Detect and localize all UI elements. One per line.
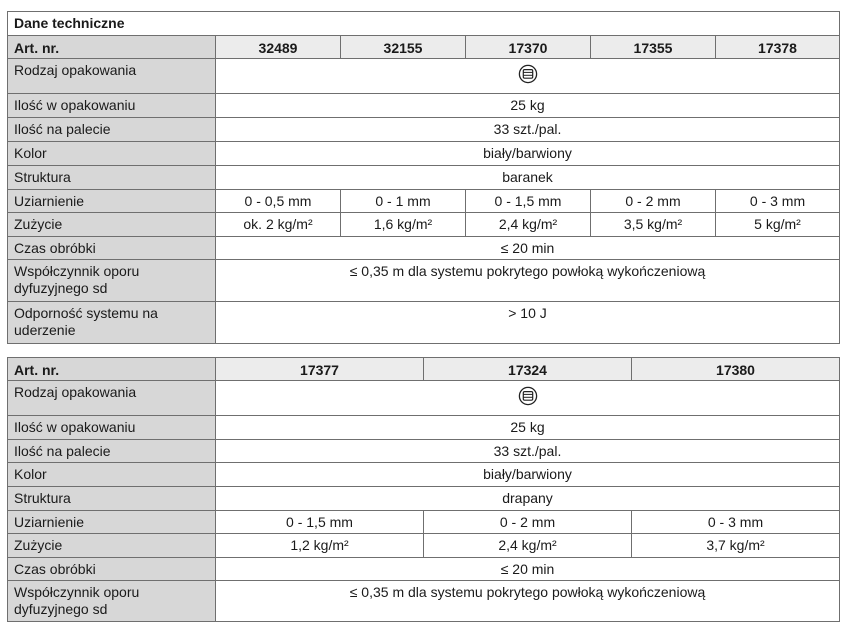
processing-time-value: ≤ 20 min	[216, 237, 840, 260]
qty-package-value: 25 kg	[216, 94, 840, 118]
qty-package-value: 25 kg	[216, 416, 840, 440]
qty-pallet-value: 33 szt./pal.	[216, 118, 840, 142]
row-label-qty-package: Ilość w opakowaniu	[8, 94, 216, 118]
consumption-value: 3,5 kg/m²	[591, 213, 716, 237]
art-nr-column: 17378	[716, 36, 840, 59]
packaging-value	[216, 381, 840, 416]
grain-value: 0 - 0,5 mm	[216, 190, 341, 213]
row-label-grain: Uziarnienie	[8, 190, 216, 213]
art-nr-column: 17324	[424, 358, 632, 381]
art-nr-column: 32155	[341, 36, 466, 59]
row-label-qty-package: Ilość w opakowaniu	[8, 416, 216, 440]
row-label-consumption: Zużycie	[8, 213, 216, 237]
color-value: biały/barwiony	[216, 142, 840, 166]
consumption-value: 3,7 kg/m²	[632, 534, 840, 558]
grain-value: 0 - 2 mm	[591, 190, 716, 213]
art-nr-column: 17380	[632, 358, 840, 381]
row-label-grain: Uziarnienie	[8, 511, 216, 534]
art-nr-column: 17355	[591, 36, 716, 59]
processing-time-value: ≤ 20 min	[216, 558, 840, 581]
row-label-color: Kolor	[8, 142, 216, 166]
grain-value: 0 - 3 mm	[716, 190, 840, 213]
bucket-icon	[518, 386, 538, 406]
grain-value: 0 - 3 mm	[632, 511, 840, 534]
row-label-processing-time: Czas obróbki	[8, 558, 216, 581]
impact-value: > 10 J	[216, 302, 840, 344]
art-nr-column: 17377	[216, 358, 424, 381]
consumption-value: 1,6 kg/m²	[341, 213, 466, 237]
row-label-diffusion: Współczynnik oporu dyfuzyjnego sd	[8, 260, 216, 302]
row-label-impact: Odporność systemu na uderzenie	[8, 302, 216, 344]
art-nr-column: 32489	[216, 36, 341, 59]
row-label-qty-pallet: Ilość na palecie	[8, 118, 216, 142]
consumption-value: 2,4 kg/m²	[424, 534, 632, 558]
tech-data-table-2	[7, 357, 840, 622]
packaging-value	[216, 59, 840, 94]
grain-value: 0 - 1,5 mm	[216, 511, 424, 534]
structure-value: baranek	[216, 166, 840, 190]
consumption-value: 5 kg/m²	[716, 213, 840, 237]
color-value: biały/barwiony	[216, 463, 840, 487]
row-label-qty-pallet: Ilość na palecie	[8, 440, 216, 463]
structure-value: drapany	[216, 487, 840, 511]
bucket-icon	[518, 64, 538, 84]
row-label-consumption: Zużycie	[8, 534, 216, 558]
row-label-packaging: Rodzaj opakowania	[8, 59, 216, 94]
grain-value: 0 - 1,5 mm	[466, 190, 591, 213]
diffusion-value: ≤ 0,35 m dla systemu pokrytego powłoką wykończeniową	[216, 260, 840, 302]
row-label-packaging: Rodzaj opakowania	[8, 381, 216, 416]
row-label-processing-time: Czas obróbki	[8, 237, 216, 260]
row-label-structure: Struktura	[8, 166, 216, 190]
art-nr-column: 17370	[466, 36, 591, 59]
table-caption: Dane techniczne	[8, 12, 840, 36]
consumption-value: 2,4 kg/m²	[466, 213, 591, 237]
consumption-value: ok. 2 kg/m²	[216, 213, 341, 237]
grain-value: 0 - 2 mm	[424, 511, 632, 534]
row-label-diffusion: Współczynnik oporu dyfuzyjnego sd	[8, 581, 216, 622]
art-nr-label: Art. nr.	[8, 36, 216, 59]
art-nr-label: Art. nr.	[8, 358, 216, 381]
diffusion-value: ≤ 0,35 m dla systemu pokrytego powłoką wykończeniową	[216, 581, 840, 622]
tech-data-table-1	[7, 11, 840, 344]
qty-pallet-value: 33 szt./pal.	[216, 440, 840, 463]
row-label-color: Kolor	[8, 463, 216, 487]
row-label-structure: Struktura	[8, 487, 216, 511]
grain-value: 0 - 1 mm	[341, 190, 466, 213]
consumption-value: 1,2 kg/m²	[216, 534, 424, 558]
